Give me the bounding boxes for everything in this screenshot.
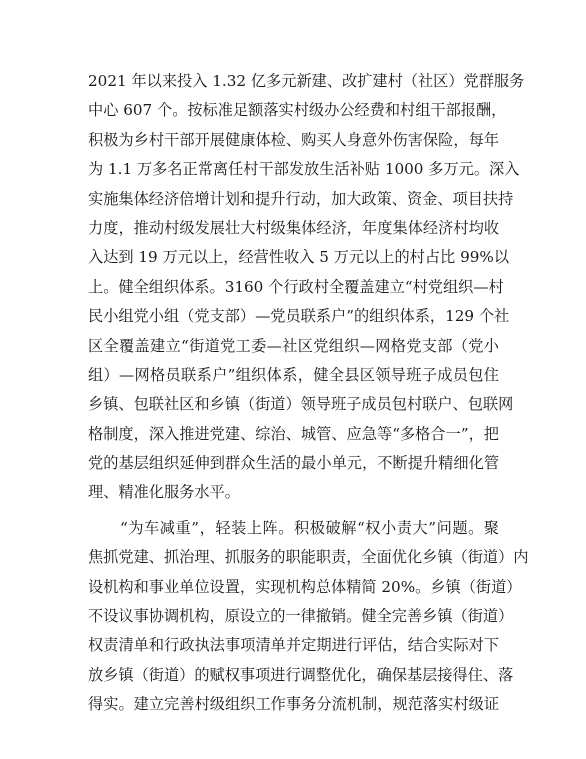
- text-line: 放乡镇（街道）的赋权事项进行调整优化，确保基层接得住、落: [88, 665, 514, 684]
- text-line: 焦抓党建、抓治理、抓服务的职能职责，全面优化乡镇（街道）内: [88, 548, 529, 567]
- text-line: 民小组党小组（党支部）—党员联系户”的组织体系，129 个社: [88, 307, 510, 326]
- paragraph-2: [88, 514, 529, 720]
- text-line: 格制度，深入推进党建、综治、城管、应急等“多格合一”，把: [88, 424, 499, 443]
- text-line: 组）—网格员联系户”组织体系，健全县区领导班子成员包住: [88, 365, 499, 384]
- text-line: 为 1.1 万多名正常离任村干部发放生活补贴 1000 多万元。深入: [88, 160, 520, 179]
- text-line: 理、精准化服务水平。: [88, 483, 240, 502]
- text-line: 力度，推动村级发展壮大村级集体经济，年度集体经济村均收: [88, 218, 499, 237]
- text-line: 乡镇、包联社区和乡镇（街道）领导班子成员包村联户、包联网: [88, 395, 514, 414]
- paragraph-1: [88, 67, 525, 508]
- text-line: 设机构和事业单位设置，实现机构总体精简 20%。乡镇（街道）: [88, 577, 522, 596]
- text-line: 积极为乡村干部开展健康体检、购买人身意外伤害保险，每年: [88, 130, 499, 149]
- text-line: 得实。建立完善村级组织工作事务分流机制，规范落实村级证: [88, 695, 499, 714]
- body-text: [88, 67, 529, 720]
- text-line: “为车减重”，轻装上阵。积极破解“权小责大”问题。聚: [120, 518, 499, 537]
- text-line: 不设议事协调机构，原设立的一律撤销。健全完善乡镇（街道）: [88, 607, 514, 626]
- text-line: 党的基层组织延伸到群众生活的最小单元，不断提升精细化管: [88, 454, 499, 473]
- text-line: 中心 607 个。按标准足额落实村级办公经费和村组干部报酬，: [88, 101, 507, 120]
- text-line: 区全覆盖建立“街道党工委—社区党组织—网格党支部（党小: [88, 336, 499, 355]
- text-line: 入达到 19 万元以上，经营性收入 5 万元以上的村占比 99%以: [88, 248, 510, 267]
- text-line: 实施集体经济倍增计划和提升行动，加大政策、资金、项目扶持: [88, 189, 514, 208]
- text-line: 权责清单和行政执法事项清单并定期进行评估，结合实际对下: [88, 636, 499, 655]
- text-line: 2021 年以来投入 1.32 亿多元新建、改扩建村（社区）党群服务: [88, 72, 525, 90]
- text-line: 上。健全组织体系。3160 个行政村全覆盖建立“村党组织—村: [88, 277, 504, 296]
